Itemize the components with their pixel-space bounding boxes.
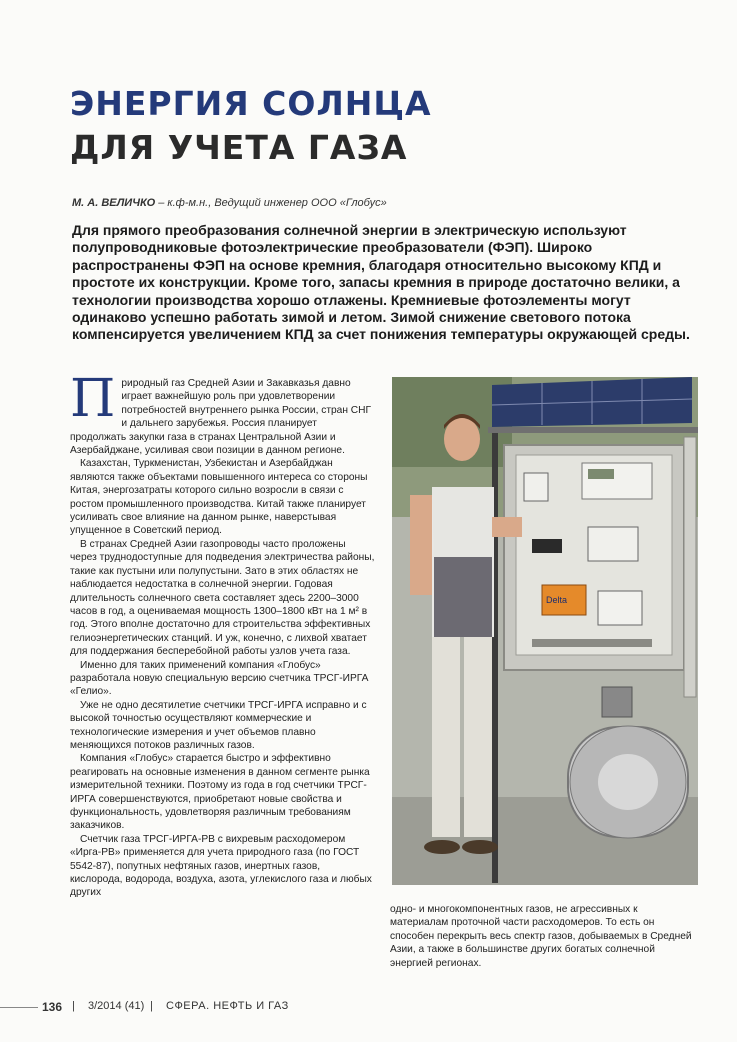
lead-paragraph: Для прямого преобразования солнечной энергии в электрическую используют полупроводниковые фотоэлектрические преобразователи (ФЭП). Широко распространены ФЭП на основе кремния, благодаря относительно высокому КПД и простоте их конструкции. Кроме того, запасы кремния в природе достаточно велики, а технологии производства хорошо отлажены. Кремниевые фотоэлементы могут одинаково успешно работать зимой и летом. Зимой снижение светового потока компенсируется увеличением КПД за счет понижения температуры окружающей среды. [72, 222, 690, 343]
title-line-2: ДЛЯ УЧЕТА ГАЗА [70, 127, 408, 167]
article-photo [392, 377, 698, 885]
page-footer [0, 998, 737, 1018]
paragraph [70, 369, 375, 457]
paragraph-5: Уже не одно десятилетие счетчики ТРСГ-ИРГА исправно и с высокой точностью осуществляют коммерческие и технологические измерения и учет объемов плавно меняющихся потоков различных газов. [70, 699, 367, 751]
magazine-name: СФЕРА. НЕФТЬ И ГАЗ [166, 1000, 289, 1012]
page-number: 136 [42, 1000, 63, 1014]
paragraph-3: В странах Средней Азии газопроводы часто проложены через труднодоступные для подведения электричества районы, такие как пустыни или полупустыни. Зато в этих областях не наблюдается недостатка в солнечной энергии. Годовая длительность солнечного света составляет здесь 2200–3000 часов в год, а оцениваемая мощность 1300–1800 кВт на 1 м² в год. Этого вполне достаточно для строительства эффективных гелиоэнергетических станций. И уж, конечно, с лихвой хватает для поддержания бесперебойной работы узлов учета газа. [70, 538, 375, 658]
issue-number: 3/2014 (41) [88, 1000, 145, 1012]
paragraph-4: Именно для таких применений компания «Глобус» разработала новую специальную версию счетчика ТРСГ-ИРГА «Гелио». [70, 659, 369, 698]
author-name: М. А. ВЕЛИЧКО [72, 197, 156, 209]
author-title: – к.ф-м.н., Ведущий инженер ООО «Глобус» [155, 197, 387, 209]
cabinet-icon [504, 437, 696, 697]
photo-illustration [392, 377, 698, 885]
right-column [390, 903, 695, 970]
battery-label: Delta [546, 595, 568, 605]
left-column [70, 369, 375, 900]
paragraph-2: Казахстан, Туркменистан, Узбекистан и Азербайджан являются также объектами повышенного интереса со стороны Китая, энергозатраты которого сильно возросли в связи с ростом промышленного производства. Китай также планирует усиливать свое влияние на данном рынке, наверстывая упущенное в Советский период. [70, 458, 368, 537]
paragraph-1-text: риродный газ Средней Азии и Закавказья давно играет важнейшую роль при удовлетворении потребностей внутреннего рынка России, стран СНГ и дальнего зарубежья. Россия планирует продолжать закупки газа в странах Центральной Азии и Азербайджане, усиливая свои позиции в данном регионе. [70, 378, 372, 457]
article-title [70, 84, 432, 167]
footer-rule [0, 1007, 38, 1008]
footer-separator: | [150, 1000, 153, 1012]
paragraph-8: одно- и многокомпонентных газов, не агрессивных к материалам проточной части расходомеров. То есть он способен перекрыть весь спектр газов, добываемых в Средней Азии, а также в большинстве других богатых солнечной энергией регионах. [390, 904, 692, 969]
dropcap: П [70, 369, 116, 429]
title-line-1: ЭНЕРГИЯ СОЛНЦА [70, 84, 432, 123]
author-byline [72, 197, 387, 209]
paragraph-7: Счетчик газа ТРСГ-ИРГА-РВ с вихревым расходомером «Ирга-РВ» применяется для учета природного газа (по ГОСТ 5542-87), попутных нефтяных газов, инертных газов, кислорода, водорода, воздуха, азота, углекислого газа и любых других [70, 833, 372, 899]
paragraph-6: Компания «Глобус» старается быстро и эффективно реагировать на основные изменения в данном сегменте рынка измерительной техники. Поэтому из года в год счетчики ТРСГ-ИРГА совершенствуются, приобретают новые свойства и функциональность, удовлетворяя различным требованиям заказчиков. [70, 753, 370, 832]
counter-device [582, 463, 652, 499]
footer-separator: | [72, 1000, 75, 1012]
